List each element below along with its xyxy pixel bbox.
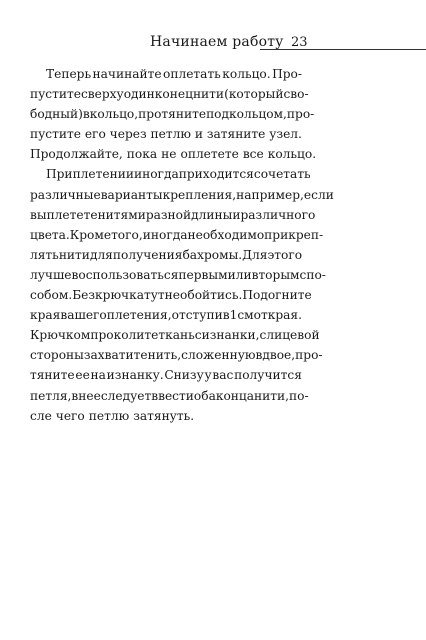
text-line: лучше воспользоваться первым или вторым спо- bbox=[30, 267, 326, 282]
text-line: При плетении иногда приходится сочетать bbox=[46, 167, 311, 182]
text-line: вы плетете нитями разной длины и различного bbox=[30, 207, 316, 222]
text-line: края вашего плетения, отступив 1 см от края. bbox=[30, 308, 302, 323]
text-line: цвета. Кроме того, иногда необходимо прикреп- bbox=[30, 227, 324, 242]
header-rule bbox=[260, 49, 426, 50]
text-line: сле чего петлю затянуть. bbox=[30, 408, 195, 423]
page-number: 23 bbox=[291, 35, 308, 50]
text-line: собом. Без крючка тут не обойтись. Подогните bbox=[30, 288, 312, 303]
text-line: лять нити для получения бахромы. Для этого bbox=[30, 247, 303, 262]
text-line: стороны захватите нить, сложенную вдвое, про- bbox=[30, 348, 323, 363]
text-line: Крючком проколите ткань с изнанки, с лицевой bbox=[30, 328, 320, 343]
chapter-title: Начинаем работу bbox=[150, 34, 284, 50]
text-line: пустите его через петлю и затяните узел. bbox=[30, 127, 302, 142]
paragraph bbox=[30, 64, 317, 164]
text-line: различные варианты крепления, например, если bbox=[30, 187, 334, 202]
running-header bbox=[150, 34, 426, 54]
text-line: Продолжайте, пока не оплетете все кольцо. bbox=[30, 147, 317, 162]
text-line: тяните ее на изнанку. Снизу у вас получится bbox=[30, 368, 302, 383]
body-text bbox=[30, 64, 334, 426]
paragraph bbox=[30, 164, 334, 425]
text-line: пустите сверху один конец нити (который сво- bbox=[30, 87, 309, 102]
text-line: петля, в нее следует ввести оба конца нити, по- bbox=[30, 388, 309, 403]
text-line: бодный) в кольцо, протяните под кольцом, про- bbox=[30, 107, 315, 122]
text-line: Теперь начинайте оплетать кольцо. Про- bbox=[46, 67, 302, 81]
